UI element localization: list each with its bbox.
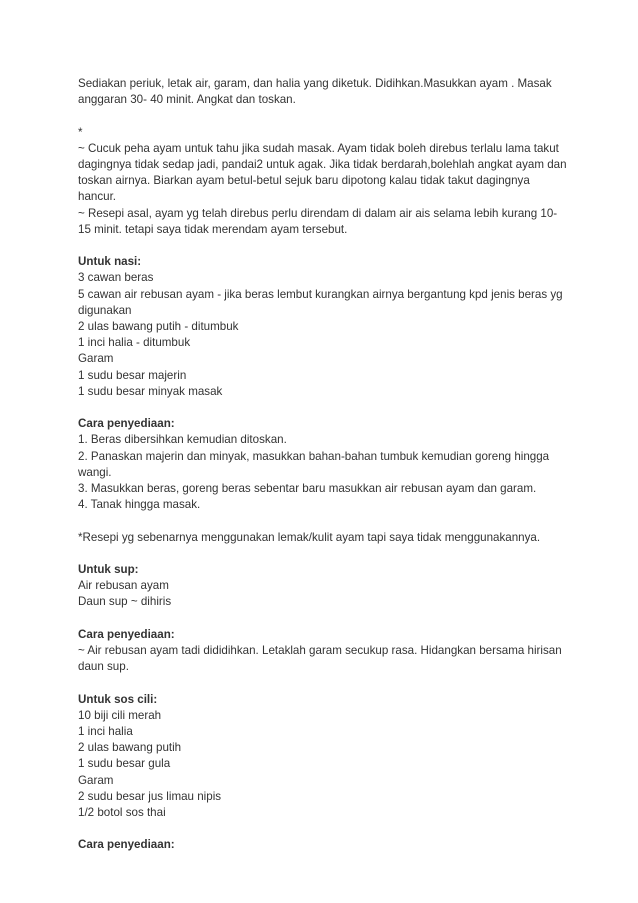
nasi-method-step: 3. Masukkan beras, goreng beras sebentar baru masukkan air rebusan ayam dan garam. — [78, 482, 537, 496]
note-resepi-asal: ~ Resepi asal, ayam yg telah direbus perlu direndam di dalam air ais selama lebih kurang 10-15 minit. tetapi saya tidak merendam ayam tersebut. — [78, 206, 558, 236]
sos-heading: Untuk sos cili: — [78, 692, 158, 706]
sup-method-heading: Cara penyediaan: — [78, 627, 175, 641]
notes-asterisk: * — [78, 125, 83, 139]
intro-section — [78, 76, 568, 108]
sup-method-text: ~ Air rebusan ayam tadi dididihkan. Letaklah garam secukup rasa. Hidangkan bersama hirisan daun sup. — [78, 644, 562, 674]
nasi-ingredient: 1 inci halia - ditumbuk — [78, 336, 191, 350]
nasi-ingredient: 1 sudu besar minyak masak — [78, 384, 223, 398]
sup-section — [78, 562, 568, 611]
note-cucuk-peha: ~ Cucuk peha ayam untuk tahu jika sudah masak. Ayam tidak boleh direbus terlalu lama takut dagingnya tidak sedap jadi, pandai2 untuk agak. Jika tidak berdarah,bolehlah angkat ayam dan toskan airnya. Biarkan ayam betul-betul sejuk baru dipotong kalau tidak takut dagingnya hancur. — [78, 141, 567, 204]
nasi-ingredient: 3 cawan beras — [78, 271, 154, 285]
notes-section — [78, 125, 568, 238]
sos-ingredient: 1 inci halia — [78, 725, 133, 739]
intro-paragraph: Sediakan periuk, letak air, garam, dan halia yang diketuk. Didihkan.Masukkan ayam . Masak anggaran 30- 40 minit. Angkat dan toskan. — [78, 77, 552, 107]
nasi-heading: Untuk nasi: — [78, 255, 142, 269]
sup-heading: Untuk sup: — [78, 563, 139, 577]
nasi-section — [78, 254, 568, 400]
sos-ingredient: 2 ulas bawang putih — [78, 741, 182, 755]
nasi-method-heading: Cara penyediaan: — [78, 417, 175, 431]
sos-method-heading: Cara penyediaan: — [78, 838, 175, 852]
sos-ingredient: 2 sudu besar jus limau nipis — [78, 789, 222, 803]
sup-method-section — [78, 627, 568, 676]
sos-method-section — [78, 837, 568, 853]
sup-ingredient: Air rebusan ayam — [78, 579, 169, 593]
remark-section — [78, 530, 568, 546]
nasi-method-section — [78, 416, 568, 513]
nasi-method-step: 2. Panaskan majerin dan minyak, masukkan bahan-bahan tumbuk kemudian goreng hingga wangi. — [78, 449, 550, 479]
sos-ingredient: 1/2 botol sos thai — [78, 806, 166, 820]
sos-ingredient: 1 sudu besar gula — [78, 757, 171, 771]
remark-text: *Resepi yg sebenarnya menggunakan lemak/kulit ayam tapi saya tidak menggunakannya. — [78, 530, 541, 544]
sos-ingredient: Garam — [78, 773, 114, 787]
sup-ingredient: Daun sup ~ dihiris — [78, 595, 172, 609]
nasi-method-step: 4. Tanak hingga masak. — [78, 498, 201, 512]
document-page — [78, 76, 568, 870]
sos-section — [78, 692, 568, 822]
nasi-ingredient: 5 cawan air rebusan ayam - jika beras lembut kurangkan airnya bergantung kpd jenis beras yg digunakan — [78, 287, 563, 317]
nasi-method-step: 1. Beras dibersihkan kemudian ditoskan. — [78, 433, 287, 447]
nasi-ingredient: 1 sudu besar majerin — [78, 368, 187, 382]
nasi-ingredient: Garam — [78, 352, 114, 366]
sos-ingredient: 10 biji cili merah — [78, 708, 162, 722]
nasi-ingredient: 2 ulas bawang putih - ditumbuk — [78, 320, 239, 334]
